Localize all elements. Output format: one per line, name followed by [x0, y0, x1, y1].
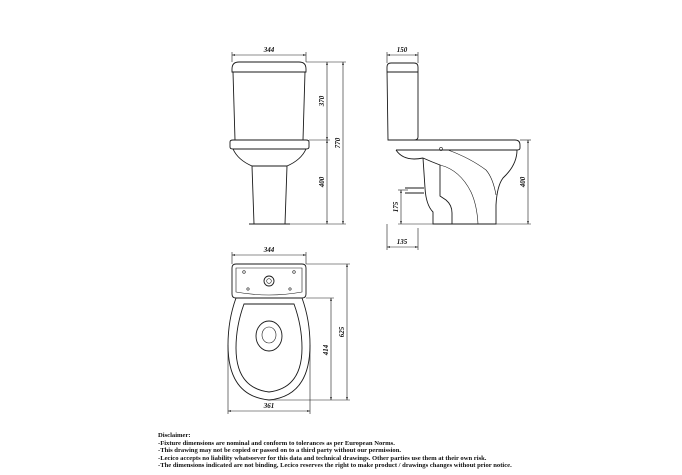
front-pedestal: [252, 166, 287, 224]
disclaimer-line: -Fixture dimensions are nominal and conform to tolerances as per European Norms.: [158, 439, 395, 447]
front-rim: [233, 149, 306, 166]
side-bowl-contour: [423, 150, 517, 224]
top-bowl-inner: [236, 304, 302, 392]
disclaimer-block: [158, 432, 638, 470]
front-view: [230, 46, 346, 224]
side-tank: [387, 63, 418, 140]
top-water-area: [256, 321, 282, 351]
top-bowl-outer: [228, 298, 310, 400]
disclaimer-title: Disclaimer:: [158, 432, 191, 439]
top-bowl-length-label: 414: [322, 344, 330, 356]
front-width-label: 344: [263, 46, 275, 54]
front-seat: [230, 140, 309, 149]
disclaimer-line: -The dimensions indicated are not binding, Lecico reserves the right to make product / drawings changes without prior notice.: [158, 462, 512, 470]
side-outlet-offset-label: 135: [396, 238, 408, 246]
front-tank-body: [233, 72, 305, 140]
disclaimer-line: -This drawing may not be copied or passed on to a third party without our permission.: [158, 447, 402, 455]
side-outlet-height-label: 175: [392, 201, 400, 213]
front-tank-lid: [232, 62, 306, 72]
side-tank-depth-label: 150: [396, 46, 408, 54]
top-bowl-width-label: 361: [263, 402, 275, 410]
top-tank-width-label: 344: [263, 246, 275, 254]
front-total-height-label: 770: [334, 137, 342, 149]
side-outlet: [405, 188, 424, 193]
front-pan-height-label: 400: [318, 176, 326, 188]
top-total-length-label: 625: [338, 326, 346, 338]
disclaimer-line: -Lecico accepts no liability whatsoever for this data and technical drawings. Other parties use them at their own risk.: [158, 454, 487, 462]
side-view: [387, 46, 531, 250]
top-view: [228, 246, 350, 414]
front-tank-height-label: 370: [318, 95, 326, 107]
side-pan-height-label: 400: [519, 176, 527, 188]
flush-button: [264, 276, 274, 286]
